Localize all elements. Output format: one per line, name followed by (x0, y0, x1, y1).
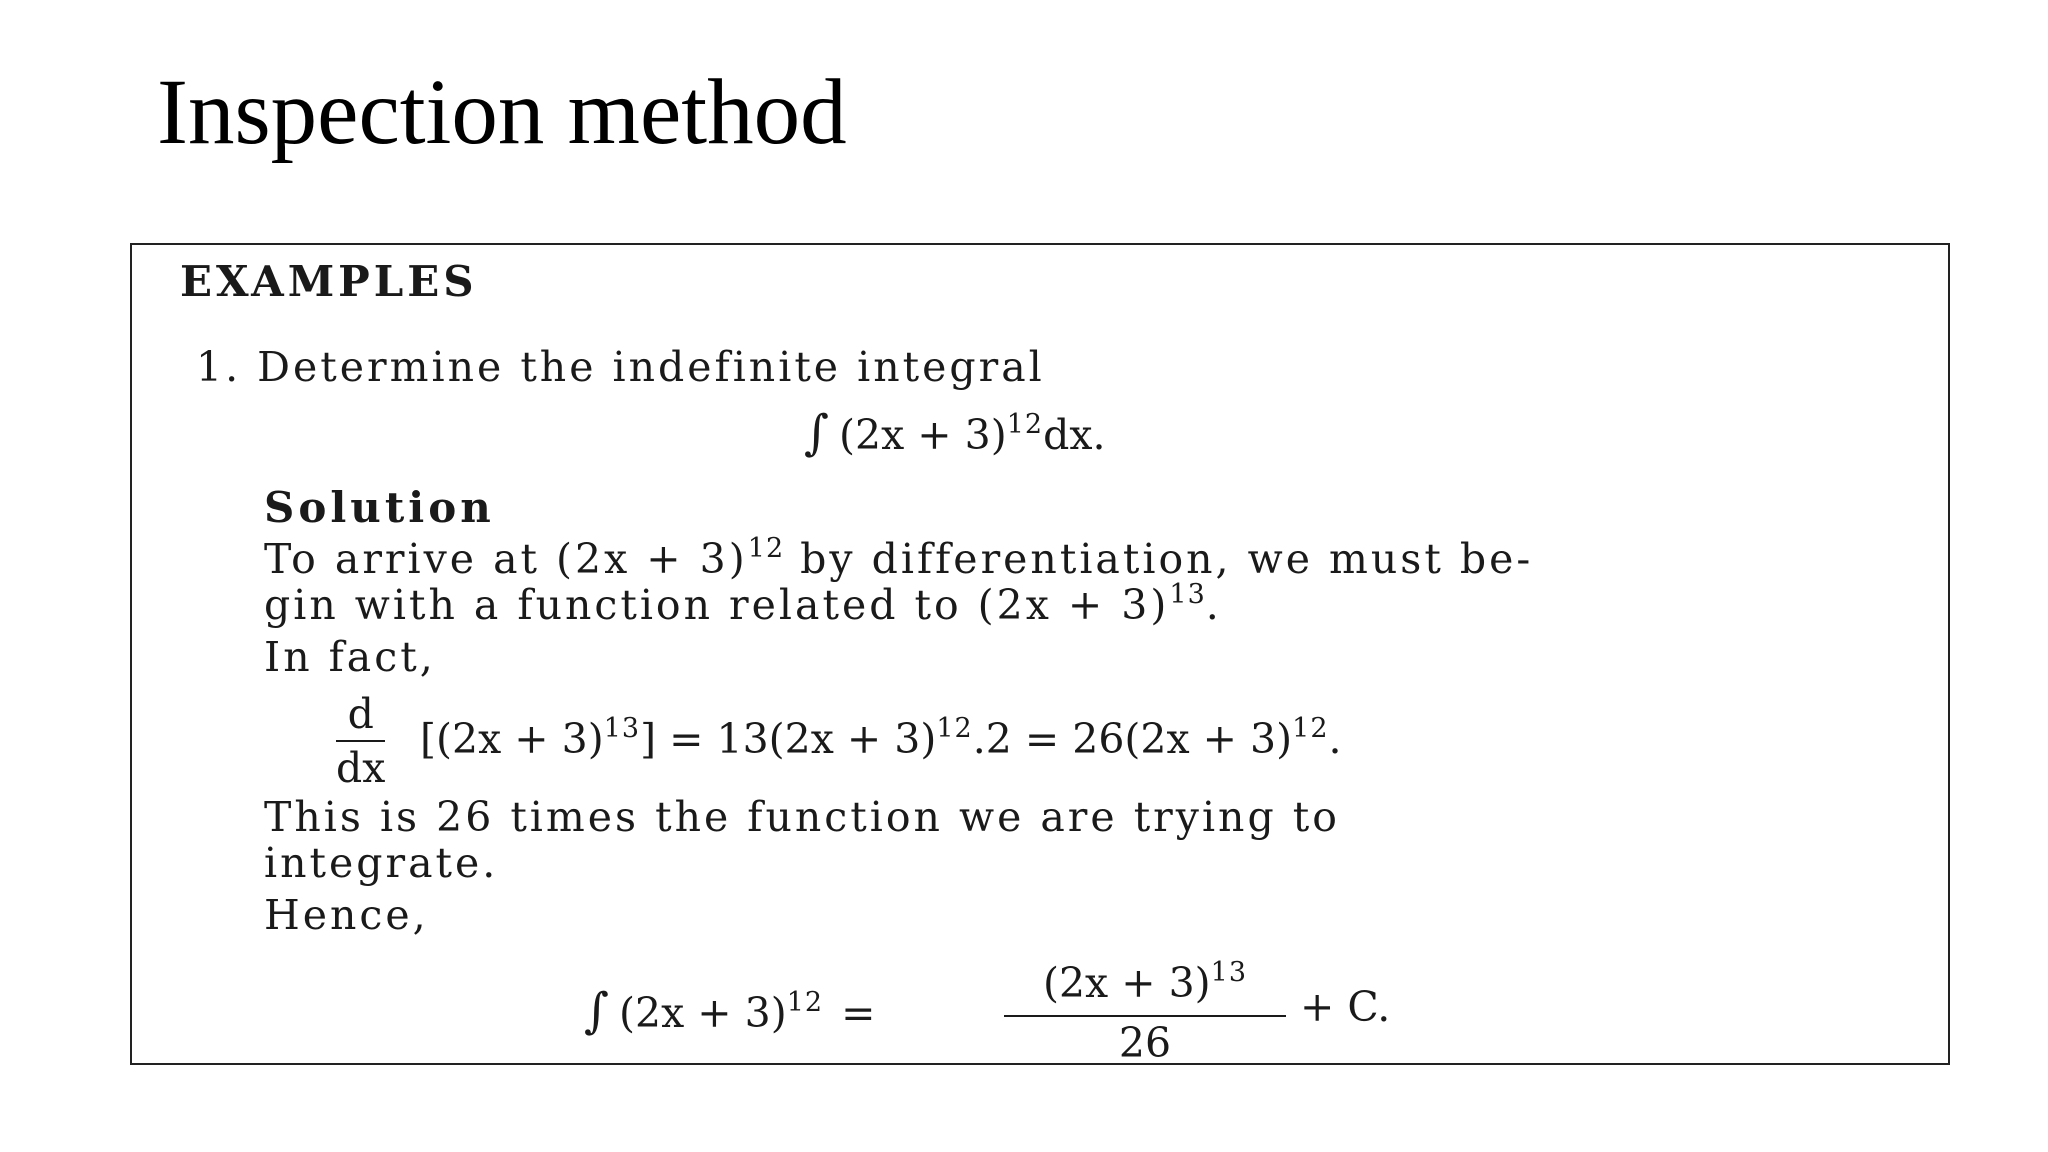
solution-line-1 (264, 535, 1533, 583)
derivative-denominator: dx (336, 744, 386, 792)
formula-base: (2x + 3) (839, 411, 1007, 459)
example-box (130, 243, 1950, 1065)
examples-heading: EXAMPLES (180, 257, 478, 306)
result-lhs-exponent: 12 (786, 987, 824, 1018)
fraction-bar (336, 740, 385, 742)
solution-line-2 (264, 581, 1222, 629)
result-tail: + C. (1300, 983, 1391, 1031)
result-equals: = (841, 989, 876, 1037)
line1-pre: To arrive at (2x + 3) (264, 535, 748, 583)
line2-post: . (1205, 581, 1222, 629)
result-num-exponent: 13 (1210, 957, 1248, 988)
result-integral-sign: ∫ (584, 983, 610, 1039)
line1-exponent: 12 (747, 533, 785, 564)
line2-exponent: 13 (1169, 579, 1206, 610)
eq2-pre: .2 = 26(2x + 3) (972, 715, 1293, 763)
problem-statement: 1. Determine the indefinite integral (196, 343, 1045, 391)
in-fact-text: In fact, (264, 633, 436, 681)
slide-title: Inspection method (157, 61, 847, 164)
derivative-operator (336, 690, 385, 792)
eq1-pre: ] = 13(2x + 3) (640, 715, 937, 763)
result-num-base: (2x + 3) (1042, 959, 1211, 1007)
eq2-exponent: 12 (1292, 713, 1329, 744)
line2-pre: gin with a function related to (2x + 3) (264, 581, 1170, 629)
result-denominator: 26 (1118, 1019, 1172, 1067)
result-lhs-base: (2x + 3) (619, 989, 787, 1037)
integral-sign: ∫ (804, 405, 830, 461)
explanation-line-2: integrate. (264, 839, 499, 887)
result-fraction (1004, 959, 1286, 1067)
derivative-equation (420, 715, 1342, 763)
line1-post: by differentiation, we must be- (784, 535, 1534, 583)
formula-exponent: 12 (1006, 409, 1044, 440)
result-fraction-bar (1004, 1015, 1286, 1017)
formula-tail: dx. (1043, 411, 1106, 459)
hence-text: Hence, (264, 891, 429, 939)
explanation-line-1: This is 26 times the function we are trying to (264, 793, 1340, 841)
eq-end: . (1328, 715, 1342, 763)
derivative-numerator: d (347, 690, 374, 738)
result-numerator (1004, 959, 1286, 1013)
solution-heading: Solution (264, 483, 495, 532)
bracket-exponent: 13 (603, 713, 641, 744)
problem-formula (804, 405, 1106, 461)
eq1-exponent: 12 (936, 713, 973, 744)
result-lhs (584, 983, 875, 1039)
bracket-pre: [(2x + 3) (420, 715, 604, 763)
